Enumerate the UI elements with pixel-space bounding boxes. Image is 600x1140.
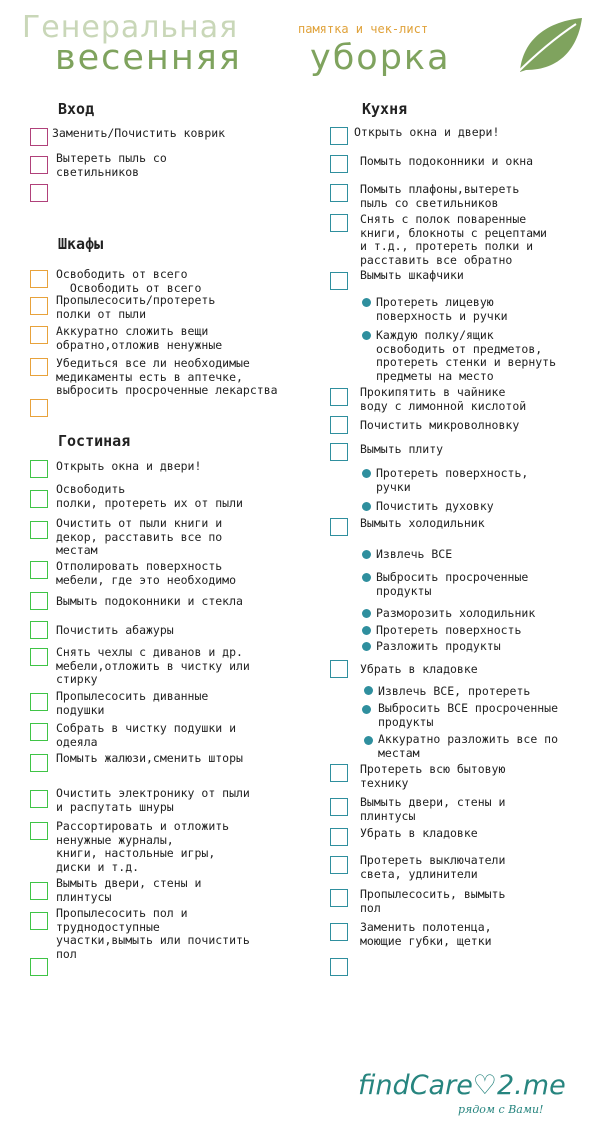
checkbox[interactable] (330, 764, 348, 782)
bullet-icon (362, 626, 371, 635)
subtitle: памятка и чек-лист (298, 22, 429, 36)
checklist-item: Очистить от пыли книги и декор, расставить все по местам (56, 516, 223, 557)
checkbox[interactable] (30, 958, 48, 976)
checklist-subitem: Протереть поверхность (376, 623, 522, 637)
brand-logo[interactable]: findCare♡2.me (358, 1070, 566, 1101)
checkbox[interactable] (30, 648, 48, 666)
checklist-item: Вымыть подоконники и стекла (56, 594, 243, 608)
checkbox[interactable] (30, 358, 48, 376)
checkbox[interactable] (330, 443, 348, 461)
bullet-icon (362, 642, 371, 651)
title-line-1: Генеральная (22, 10, 239, 45)
checklist-item: Пропылесосить, вымыть пол (360, 887, 506, 915)
checklist-item: Вымыть двери, стены и плинтусы (360, 795, 506, 823)
checklist-item: Протереть всю бытовую технику (360, 762, 506, 790)
bullet-icon (364, 686, 373, 695)
checkbox[interactable] (30, 184, 48, 202)
heading-closets: Шкафы (58, 235, 104, 253)
checklist-subitem: Каждую полку/ящик освободить от предметов, протереть стенки и вернуть предметы на место (376, 328, 557, 383)
checklist-item: Освободить от всего Освободить от всего (56, 267, 202, 295)
checkbox[interactable] (330, 184, 348, 202)
checkbox[interactable] (30, 621, 48, 639)
checklist-subitem: Извлечь ВСЕ (376, 547, 453, 561)
checklist-item: Почистить абажуры (56, 623, 174, 637)
checklist-item: Вымыть двери, стены и плинтусы (56, 876, 202, 904)
checklist-subitem: Протереть лицевую поверхность и ручки (376, 295, 508, 323)
checklist-subitem: Протереть поверхность, ручки (376, 466, 529, 494)
title-word-1: весенняя (55, 38, 242, 78)
checklist-item: Пропылесосить/протереть полки от пыли (56, 293, 216, 321)
checkbox[interactable] (330, 214, 348, 232)
checklist-item: Помыть жалюзи,сменить шторы (56, 751, 243, 765)
checklist-item: Рассортировать и отложить ненужные журналы, книги, настольные игры, диски и т.д. (56, 819, 230, 874)
checkbox[interactable] (330, 660, 348, 678)
checklist-item: Аккуратно сложить вещи обратно,отложив ненужные (56, 324, 223, 352)
bullet-icon (362, 705, 371, 714)
checkbox[interactable] (30, 490, 48, 508)
checkbox[interactable] (330, 923, 348, 941)
checklist-item: Вымыть плиту (360, 442, 444, 456)
checklist-item: Помыть подоконники и окна (360, 154, 534, 168)
checklist-item: Заменить полотенца, моющие губки, щетки (360, 920, 492, 948)
checklist-item: Вытереть пыль со светильников (56, 151, 167, 179)
bullet-icon (362, 469, 371, 478)
checkbox[interactable] (330, 856, 348, 874)
brand-tagline: рядом с Вами! (458, 1103, 544, 1116)
checkbox[interactable] (30, 790, 48, 808)
checkbox[interactable] (330, 272, 348, 290)
checkbox[interactable] (30, 912, 48, 930)
checklist-subitem: Извлечь ВСЕ, протереть (378, 684, 531, 698)
checklist-subitem: Разложить продукты (376, 639, 501, 653)
bullet-icon (362, 502, 371, 511)
bullet-icon (362, 298, 371, 307)
checklist-item: Снять чехлы с диванов и др. мебели,отложить в чистку или стирку (56, 645, 250, 686)
checklist-item: Пропылесосить пол и труднодоступные участки,вымыть или почистить пол (56, 906, 250, 961)
checkbox[interactable] (30, 693, 48, 711)
heading-living-room: Гостиная (58, 432, 131, 450)
checkbox[interactable] (30, 297, 48, 315)
checkbox[interactable] (30, 326, 48, 344)
checkbox[interactable] (30, 270, 48, 288)
checklist-item: Снять с полок поваренные книги, блокноты с рецептами и т.д., протереть полки и расставить все обратно (360, 212, 547, 267)
checklist-item: Освободить полки, протереть их от пыли (56, 482, 243, 510)
checklist-item: Убрать в кладовке (360, 662, 478, 676)
leaf-icon (512, 14, 586, 76)
checkbox[interactable] (330, 416, 348, 434)
checklist-item: Открыть окна и двери! (56, 459, 202, 473)
checklist-subitem: Аккуратно разложить все по местам (378, 732, 559, 760)
heading-kitchen: Кухня (362, 100, 408, 118)
checkbox[interactable] (30, 592, 48, 610)
checkbox[interactable] (30, 460, 48, 478)
checkbox[interactable] (30, 882, 48, 900)
checkbox[interactable] (30, 561, 48, 579)
checklist-item: Убрать в кладовке (360, 826, 478, 840)
checklist-item: Почистить микроволновку (360, 418, 520, 432)
checklist-subitem: Выбросить просроченные продукты (376, 570, 529, 598)
checklist-item: Отполировать поверхность мебели, где это необходимо (56, 559, 237, 587)
checkbox[interactable] (330, 155, 348, 173)
checkbox[interactable] (330, 388, 348, 406)
checkbox[interactable] (330, 828, 348, 846)
checkbox[interactable] (30, 822, 48, 840)
checklist-item: Вымыть шкафчики (360, 268, 464, 282)
checkbox[interactable] (30, 754, 48, 772)
checklist-item: Протереть выключатели света, удлинители (360, 853, 506, 881)
checkbox[interactable] (330, 127, 348, 145)
checklist-subitem: Почистить духовку (376, 499, 494, 513)
checklist-item: Прокипятить в чайнике воду с лимонной кислотой (360, 385, 527, 413)
checkbox[interactable] (30, 156, 48, 174)
bullet-icon (362, 609, 371, 618)
bullet-icon (362, 331, 371, 340)
checkbox[interactable] (330, 958, 348, 976)
checklist-item: Заменить/Почистить коврик (52, 126, 226, 140)
bullet-icon (362, 573, 371, 582)
checkbox[interactable] (30, 723, 48, 741)
checklist-item: Вымыть холодильник (360, 516, 485, 530)
checklist-item: Собрать в чистку подушки и одеяла (56, 721, 237, 749)
checkbox[interactable] (30, 128, 48, 146)
heading-entrance: Вход (58, 100, 95, 118)
checklist-item: Открыть окна и двери! (354, 125, 500, 139)
checklist-item: Убедиться все ли необходимые медикаменты есть в аптечке, выбросить просроченные лекарства (56, 356, 278, 397)
bullet-icon (364, 736, 373, 745)
bullet-icon (362, 550, 371, 559)
checkbox[interactable] (330, 798, 348, 816)
checkbox[interactable] (30, 399, 48, 417)
checklist-item: Помыть плафоны,вытереть пыль со светильников (360, 182, 520, 210)
checkbox[interactable] (30, 521, 48, 539)
checkbox[interactable] (330, 889, 348, 907)
checkbox[interactable] (330, 518, 348, 536)
checklist-subitem: Разморозить холодильник (376, 606, 536, 620)
checklist-item: Очистить электронику от пыли и распутать шнуры (56, 786, 250, 814)
checklist-item: Пропылесосить диванные подушки (56, 689, 209, 717)
title-word-2: уборка (310, 38, 451, 78)
checklist-subitem: Выбросить ВСЕ просроченные продукты (378, 701, 559, 729)
